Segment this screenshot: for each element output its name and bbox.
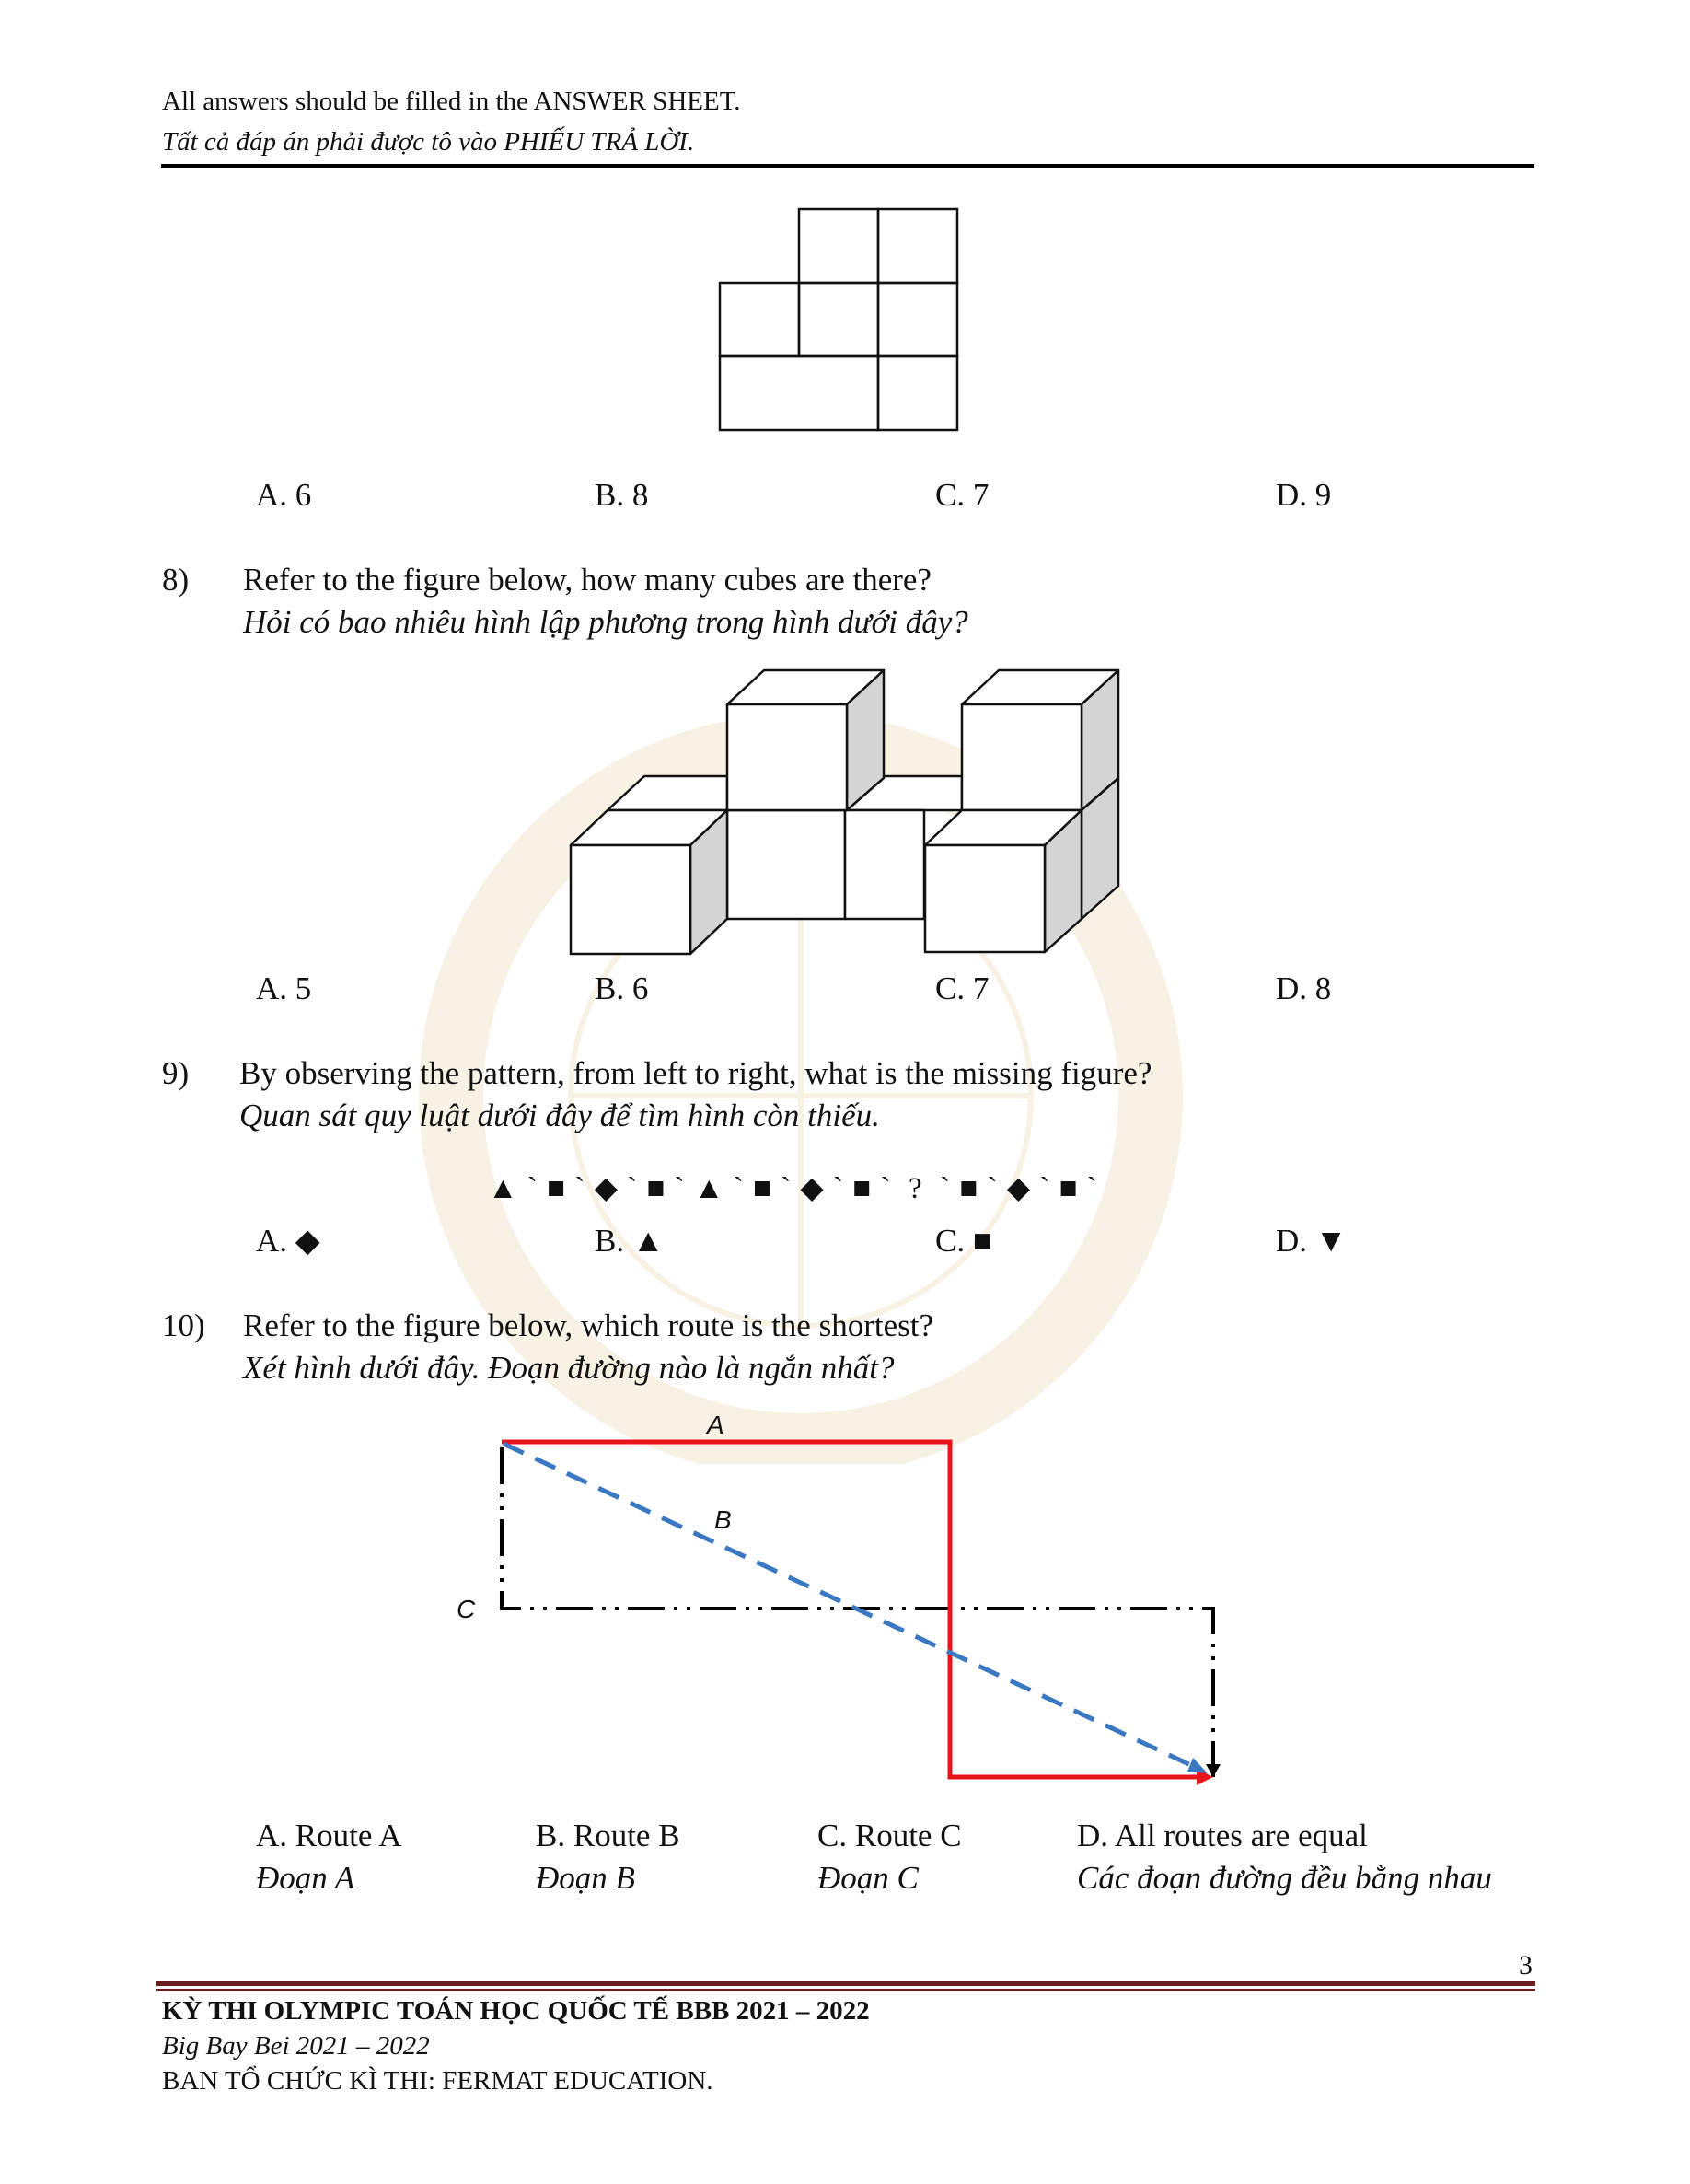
q9-option-c[interactable]: C. ■: [935, 1223, 992, 1259]
q7-option-c[interactable]: C. 7: [935, 477, 990, 513]
q9-option-b[interactable]: B. ▲: [595, 1223, 665, 1259]
footer-rule-thin: [156, 1989, 1535, 1991]
q10-option-a-vi: Đoạn A: [256, 1860, 355, 1896]
q8-option-b[interactable]: B. 6: [595, 970, 649, 1006]
q9-option-d[interactable]: D. ▼: [1276, 1223, 1348, 1259]
route-b-label: B: [714, 1505, 732, 1534]
q10-text-en: Refer to the figure below, which route is the shortest?: [243, 1307, 934, 1343]
header-instruction-vi: Tất cả đáp án phải được tô vào PHIẾU TRẢ LỜI.: [162, 127, 695, 157]
footer-organizer: BAN TỔ CHỨC KÌ THI: FERMAT EDUCATION.: [162, 2066, 713, 2096]
q8-option-c[interactable]: C. 7: [935, 970, 990, 1006]
route-a-label: A: [707, 1411, 724, 1439]
header-rule: [161, 164, 1534, 168]
route-b-arrowhead: [1187, 1758, 1208, 1773]
q7-option-d[interactable]: D. 9: [1276, 477, 1332, 513]
q10-option-d-vi: Các đoạn đường đều bằng nhau: [1077, 1860, 1492, 1896]
q10-text-vi: Xét hình dưới đây. Đoạn đường nào là ngắn nhất?: [243, 1350, 895, 1386]
route-c-label: C: [457, 1595, 476, 1623]
footer-title: KỲ THI OLYMPIC TOÁN HỌC QUỐC TẾ BBB 2021 – 2022: [162, 1996, 870, 2026]
q8-text-en: Refer to the figure below, how many cubes are there?: [243, 562, 932, 598]
footer-rule-thick: [156, 1981, 1535, 1986]
page-number: 3: [1519, 1950, 1533, 1981]
q7-option-a[interactable]: A. 6: [256, 477, 312, 513]
q8-number: 8): [162, 562, 190, 598]
route-b-line: [504, 1444, 1197, 1768]
q8-text-vi: Hỏi có bao nhiêu hình lập phương trong hình dưới đây?: [243, 604, 968, 640]
q9-option-a[interactable]: A. ◆: [256, 1223, 320, 1259]
q9-number: 9): [162, 1055, 190, 1091]
header-instruction-en: All answers should be filled in the ANSWER SHEET.: [162, 87, 741, 116]
q10-routes-figure: [442, 1400, 1233, 1795]
q10-option-c[interactable]: C. Route C: [817, 1818, 962, 1853]
q8-option-a[interactable]: A. 5: [256, 970, 312, 1006]
q10-number: 10): [162, 1307, 205, 1343]
q8-option-d[interactable]: D. 8: [1276, 970, 1332, 1006]
q7-option-b[interactable]: B. 8: [595, 477, 649, 513]
q9-text-en: By observing the pattern, from left to right, what is the missing figure?: [239, 1055, 1152, 1091]
footer-subtitle: Big Bay Bei 2021 – 2022: [162, 2031, 430, 2061]
q10-option-d[interactable]: D. All routes are equal: [1077, 1818, 1368, 1853]
q9-text-vi: Quan sát quy luật dưới đây để tìm hình còn thiếu.: [239, 1098, 880, 1133]
q10-option-a[interactable]: A. Route A: [256, 1818, 402, 1853]
q10-option-b-vi: Đoạn B: [536, 1860, 635, 1896]
q8-cubes-figure: [552, 658, 1141, 962]
q9-pattern-sequence: ▲ ` ■ ` ◆ ` ■ ` ▲ ` ■ ` ◆ ` ■ ` ? ` ■ ` ◆ ` ■ `: [488, 1172, 1098, 1205]
q7-rectangle-figure: [714, 206, 965, 435]
q10-option-c-vi: Đoạn C: [817, 1860, 919, 1896]
q10-option-b[interactable]: B. Route B: [536, 1818, 680, 1853]
